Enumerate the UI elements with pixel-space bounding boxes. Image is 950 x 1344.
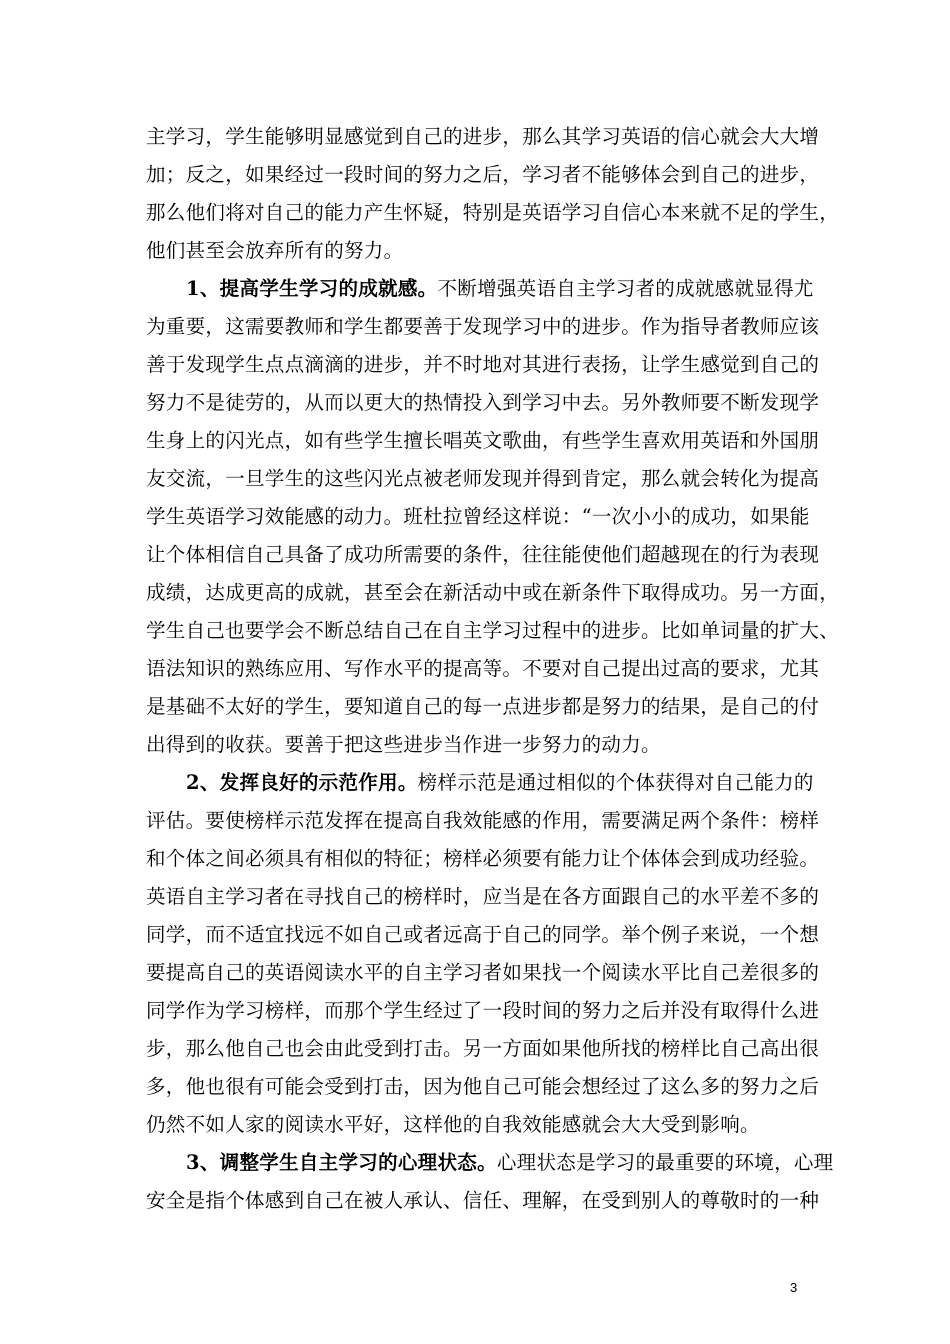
paragraph-line: 步，那么他自己也会由此受到打击。另一方面如果他所找的榜样比自己高出很 [146, 1037, 820, 1060]
paragraph-text: 心理状态是学习的最重要的环境，心理 [496, 1151, 834, 1174]
paragraph-line: 评估。要使榜样示范发挥在提高自我效能感的作用，需要满足两个条件：榜样 [146, 809, 820, 832]
paragraph-line: 学生英语学习效能感的动力。班杜拉曾经这样说：“一次小小的成功，如果能 [146, 505, 810, 528]
section-heading: 1、提高学生学习的成就感。 [186, 277, 438, 300]
paragraph-line: 主学习，学生能够明显感觉到自己的进步，那么其学习英语的信心就会大大增 [146, 125, 820, 148]
paragraph-line: 出得到的收获。要善于把这些进步当作进一步努力的动力。 [146, 733, 661, 756]
paragraph-line: 多，他也很有可能会受到打击，因为他自己可能会想经过了这么多的努力之后 [146, 1075, 820, 1098]
paragraph-line: 是基础不太好的学生，要知道自己的每一点进步都是努力的结果，是自己的付 [146, 695, 820, 718]
section-heading: 2、发挥良好的示范作用。 [186, 771, 418, 794]
section-heading: 3、调整学生自主学习的心理状态。 [186, 1151, 497, 1174]
paragraph-line: 友交流，一旦学生的这些闪光点被老师发现并得到肯定，那么就会转化为提高 [146, 467, 820, 490]
paragraph-line: 仍然不如人家的阅读水平好，这样他的自我效能感就会大大受到影响。 [146, 1113, 760, 1136]
paragraph-line: 和个体之间必须具有相似的特征；榜样必须要有能力让个体体会到成功经验。 [146, 847, 820, 870]
paragraph-line: 努力不是徒劳的，从而以更大的热情投入到学习中去。另外教师要不断发现学 [146, 391, 820, 414]
paragraph-line: 学生自己也要学会不断总结自己在自主学习过程中的进步。比如单词量的扩大、 [146, 619, 840, 642]
page-number: 3 [790, 1280, 798, 1295]
paragraph-first-line [186, 766, 814, 800]
paragraph-text: 榜样示范是通过相似的个体获得对自己能力的 [417, 771, 814, 794]
paragraph-line: 安全是指个体感到自己在被人承认、信任、理解，在受到别人的尊敬时的一种 [146, 1189, 820, 1212]
paragraph-line: 为重要，这需要教师和学生都要善于发现学习中的进步。作为指导者教师应该 [146, 315, 820, 338]
paragraph-line: 成绩，达成更高的成就，甚至会在新活动中或在新条件下取得成功。另一方面， [146, 581, 840, 604]
paragraph-line: 同学作为学习榜样，而那个学生经过了一段时间的努力之后并没有取得什么进 [146, 999, 820, 1022]
paragraph-line: 要提高自己的英语阅读水平的自主学习者如果找一个阅读水平比自己差很多的 [146, 961, 820, 984]
paragraph-first-line [186, 272, 814, 306]
paragraph-line: 让个体相信自己具备了成功所需要的条件，往往能使他们超越现在的行为表现 [146, 543, 820, 566]
paragraph-line: 善于发现学生点点滴滴的进步，并不时地对其进行表扬，让学生感觉到自己的 [146, 353, 820, 376]
paragraph-line: 加；反之，如果经过一段时间的努力之后，学习者不能够体会到自己的进步， [146, 163, 820, 186]
paragraph-text: 不断增强英语自主学习者的成就感就显得尤 [437, 277, 814, 300]
paragraph-line: 英语自主学习者在寻找自己的榜样时，应当是在各方面跟自己的水平差不多的 [146, 885, 820, 908]
paragraph-first-line [186, 1146, 833, 1180]
paragraph-line: 语法知识的熟练应用、写作水平的提高等。不要对自己提出过高的要求，尤其 [146, 657, 820, 680]
paragraph-line: 同学，而不适宜找远不如自己或者远高于自己的同学。举个例子来说，一个想 [146, 923, 820, 946]
paragraph-line: 生身上的闪光点，如有些学生擅长唱英文歌曲，有些学生喜欢用英语和外国朋 [146, 429, 820, 452]
paragraph-line: 他们甚至会放弃所有的努力。 [146, 239, 404, 262]
paragraph-line: 那么他们将对自己的能力产生怀疑，特别是英语学习自信心本来就不足的学生， [146, 201, 840, 224]
